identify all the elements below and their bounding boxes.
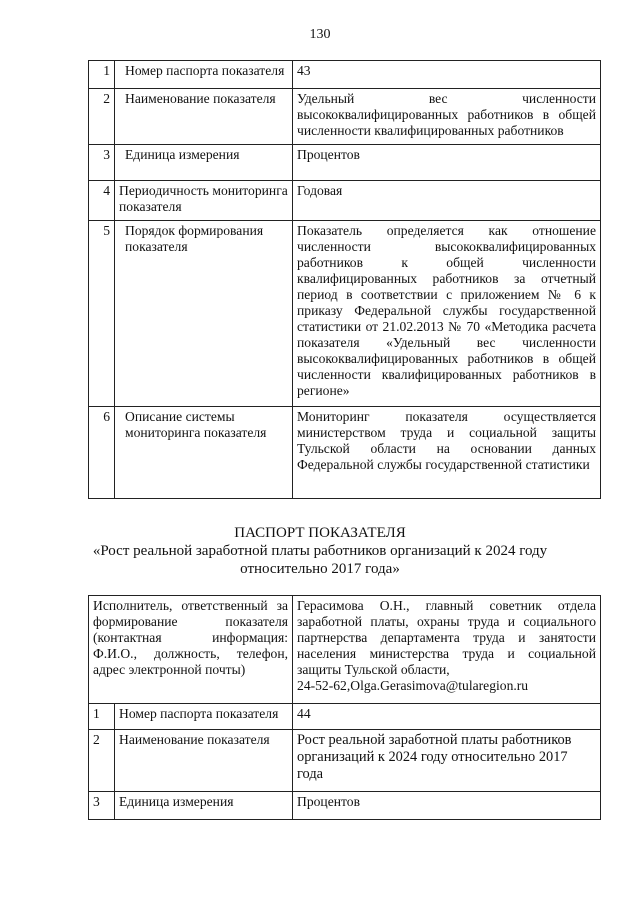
table-row: [89, 730, 601, 792]
row-label: Номер паспорта показателя: [115, 704, 293, 730]
table-row: [89, 407, 601, 499]
table-row: [89, 89, 601, 145]
row-label: Наименование показателя: [115, 89, 293, 145]
page-number: 130: [309, 27, 331, 42]
row-number: 3: [89, 145, 115, 181]
row-value: Процентов: [293, 145, 601, 181]
row-value: Годовая: [293, 181, 601, 221]
row-number: 2: [89, 89, 115, 145]
executor-value: Герасимова О.Н., главный советник отдела заработной платы, охраны труда и социального партнерства департамента труда и занятости населения министерства труда и социальной защиты Тульской области,: [297, 598, 597, 677]
row-label: Единица измерения: [115, 792, 293, 820]
passport-title: ПАСПОРТ ПОКАЗАТЕЛЯ: [234, 525, 406, 541]
table-row: [89, 145, 601, 181]
row-number: 3: [89, 792, 115, 820]
row-value: Показатель определяется как отношение численности высококвалифицированных работников к общей численности квалифицированных работников за отчетный период в соответствии с приложением № 6 к приказу Федеральной службы государственной статистики от 21.02.2013 № 70 «Методика расчета показателя «Удельный вес численности высококвалифицированных работников в общей численности квалифицированных работников в регионе»: [293, 221, 601, 407]
passport-subtitle-line2: относительно 2017 года»: [240, 561, 400, 577]
table-row: [89, 61, 601, 89]
row-number: 1: [89, 704, 115, 730]
executor-cell: [293, 596, 601, 704]
row-value: Удельный вес численности высококвалифицированных работников в общей численности квалифицированных работников: [293, 89, 601, 145]
row-number: 5: [89, 221, 115, 407]
row-label: Номер паспорта показателя: [115, 61, 293, 89]
row-value: Процентов: [293, 792, 601, 820]
row-number: 2: [89, 730, 115, 792]
row-value: 43: [293, 61, 601, 89]
table-row: [89, 221, 601, 407]
indicator-43-table: [88, 60, 601, 499]
row-label: Порядок формирования показателя: [115, 221, 293, 407]
indicator-44-table: [88, 595, 601, 820]
row-label: Периодичность мониторинга показателя: [115, 181, 293, 221]
passport-subtitle-line1: «Рост реальной заработной платы работников организаций к 2024 году: [92, 543, 548, 559]
row-value: Мониторинг показателя осуществляется министерством труда и социальной защиты Тульской области на основании данных Федеральной службы государственной статистики: [293, 407, 601, 499]
table-row: [89, 596, 601, 704]
executor-label: Исполнитель, ответственный за формирование показателя (контактная информация: Ф.И.О., должность, телефон, адрес электронной почты): [89, 596, 293, 704]
table-row: [89, 704, 601, 730]
row-number: 6: [89, 407, 115, 499]
table-row: [89, 181, 601, 221]
executor-contact: 24-52-62,Olga.Gerasimova@tularegion.ru: [297, 678, 529, 693]
row-value: Рост реальной заработной платы работников организаций к 2024 году относительно 2017 года: [293, 730, 601, 792]
row-value: 44: [293, 704, 601, 730]
row-label: Единица измерения: [115, 145, 293, 181]
row-number: 1: [89, 61, 115, 89]
table-row: [89, 792, 601, 820]
row-number: 4: [89, 181, 115, 221]
row-label: Наименование показателя: [115, 730, 293, 792]
row-label: Описание системы мониторинга показателя: [115, 407, 293, 499]
